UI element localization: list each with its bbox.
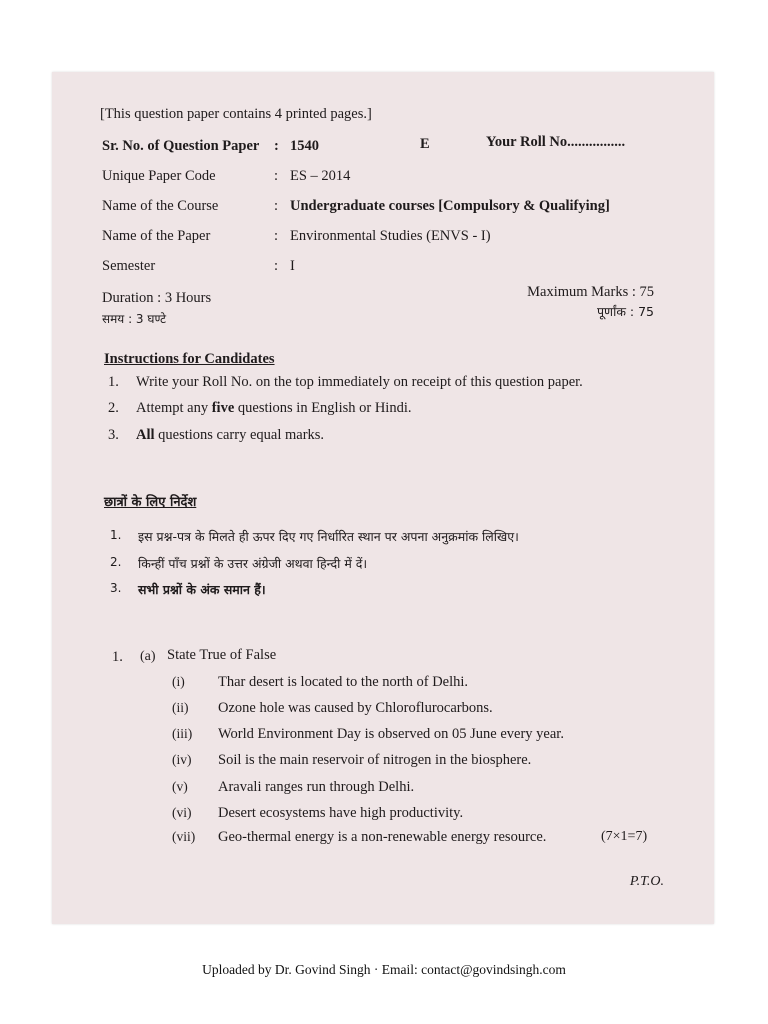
field-label: Name of the Course	[102, 198, 219, 214]
instruction-number: 2.	[110, 555, 122, 569]
question-item	[52, 829, 714, 851]
instruction-number: 1.	[108, 374, 119, 390]
item-numeral: (vii)	[172, 829, 196, 844]
field-row	[52, 258, 714, 280]
hindi-instructions-heading: छात्रों के लिए निर्देश	[104, 495, 197, 510]
field-colon: :	[274, 168, 279, 184]
field-row	[52, 228, 714, 250]
question-prompt: State True of False	[167, 647, 277, 663]
item-text: Ozone hole was caused by Chloroflurocarbons.	[218, 700, 493, 716]
field-row	[52, 168, 714, 190]
field-colon: :	[274, 228, 279, 244]
max-marks-en: Maximum Marks : 75	[527, 284, 654, 300]
item-text: World Environment Day is observed on 05 June every year.	[218, 726, 564, 742]
question-number: 1.	[112, 649, 123, 665]
instruction-item	[52, 427, 714, 449]
instruction-number: 1.	[110, 528, 122, 542]
instructions-heading: Instructions for Candidates	[104, 351, 275, 367]
question-item	[52, 700, 714, 722]
instruction-text	[136, 400, 412, 417]
duration-en: Duration : 3 Hours	[102, 290, 212, 306]
hindi-instruction-item	[52, 581, 714, 603]
item-text: Desert ecosystems have high productivity.	[218, 805, 464, 821]
instruction-number: 3.	[108, 427, 119, 443]
instruction-text-part: questions carry equal marks.	[154, 427, 325, 443]
instruction-item	[52, 374, 714, 396]
sr-no-colon: :	[274, 138, 279, 154]
question-item	[52, 805, 714, 827]
instruction-text: Write your Roll No. on the top immediately on receipt of this question paper.	[136, 374, 583, 390]
field-value: ES – 2014	[290, 168, 351, 184]
instruction-emphasis: All	[136, 427, 155, 443]
hindi-instruction-text: सभी प्रश्नों के अंक समान हैं।	[138, 582, 266, 597]
field-value: Undergraduate courses [Compulsory & Qualifying]	[290, 198, 610, 214]
hindi-instruction-text: इस प्रश्न-पत्र के मिलते ही ऊपर दिए गए निर्धारित स्थान पर अपना अनुक्रमांक लिखिए।	[138, 529, 519, 544]
pages-note: [This question paper contains 4 printed pages.]	[100, 106, 372, 122]
field-value: I	[290, 258, 295, 274]
item-text: Thar desert is located to the north of Delhi.	[218, 674, 469, 690]
max-marks-hi: पूर्णांक : 75	[596, 304, 654, 319]
sr-no-label: Sr. No. of Question Paper	[102, 138, 260, 154]
item-numeral: (iv)	[172, 752, 192, 767]
question-item	[52, 674, 714, 696]
item-numeral: (i)	[172, 674, 185, 689]
question-paper-page	[52, 72, 714, 924]
set-letter: E	[420, 136, 430, 152]
field-label: Semester	[102, 258, 156, 274]
hindi-instruction-text: किन्हीं पाँच प्रश्नों के उत्तर अंग्रेजी अथवा हिन्दी में दें।	[138, 556, 368, 571]
instruction-number: 2.	[108, 400, 119, 416]
question-item	[52, 726, 714, 748]
item-text: Soil is the main reservoir of nitrogen in the biosphere.	[218, 752, 532, 768]
field-colon: :	[274, 198, 279, 214]
instruction-item	[52, 400, 714, 422]
item-numeral: (vi)	[172, 805, 192, 820]
instruction-text	[136, 427, 324, 444]
pto-label: P.T.O.	[629, 874, 664, 889]
duration-hi: समय : 3 घण्टे	[102, 312, 167, 326]
field-label: Name of the Paper	[102, 228, 211, 244]
question-part: (a)	[140, 649, 156, 664]
item-numeral: (iii)	[172, 726, 193, 741]
field-colon: :	[274, 258, 279, 274]
question-marks: (7×1=7)	[601, 829, 648, 844]
upload-credit-footer: Uploaded by Dr. Govind Singh · Email: contact@govindsingh.com	[202, 962, 566, 977]
instruction-text-part: questions in English or Hindi.	[234, 400, 412, 416]
instruction-number: 3.	[110, 581, 122, 595]
hindi-instruction-item	[52, 555, 714, 577]
field-label: Unique Paper Code	[102, 168, 216, 184]
item-numeral: (ii)	[172, 700, 189, 715]
instruction-text-part: Attempt any	[136, 400, 212, 416]
item-text: Geo-thermal energy is a non-renewable energy resource.	[218, 829, 547, 845]
field-row	[52, 198, 714, 220]
field-value: Environmental Studies (ENVS - I)	[290, 228, 491, 244]
question-item	[52, 752, 714, 774]
sr-no-value: 1540	[290, 138, 319, 154]
item-numeral: (v)	[172, 779, 188, 794]
instruction-emphasis: five	[211, 400, 235, 416]
question-item	[52, 779, 714, 801]
hindi-instruction-item	[52, 528, 714, 550]
item-text: Aravali ranges run through Delhi.	[218, 779, 415, 795]
roll-no-field: Your Roll No................	[486, 134, 626, 150]
